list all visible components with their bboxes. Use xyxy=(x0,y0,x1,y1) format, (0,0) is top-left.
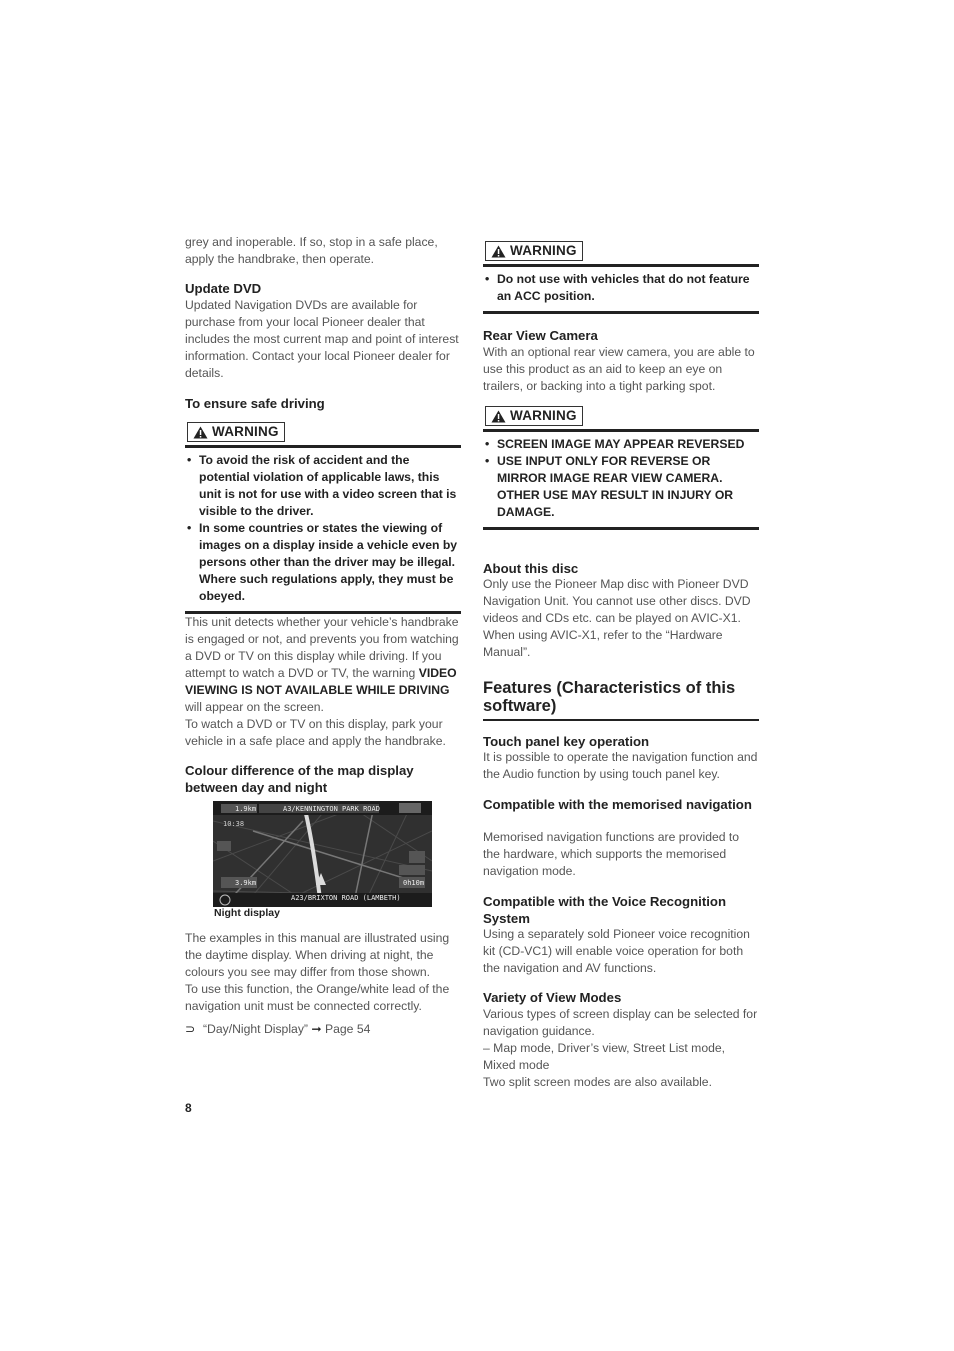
view-modes-body: Various types of screen display can be selected for navigation guidance. – Map mode, Driver’s view, Street List mode, Mixed mode Two split screen modes are also available. xyxy=(483,1007,758,1089)
warning-label: WARNING xyxy=(212,424,279,439)
memorised-body: Memorised navigation functions are provided to the hardware, which supports the memorised navigation mode. xyxy=(483,830,740,878)
view-modes-heading: Variety of View Modes xyxy=(483,990,622,1005)
night-display-map xyxy=(213,801,432,907)
acc-warning-list xyxy=(483,267,759,311)
map-time: 10:38 xyxy=(223,820,245,828)
cross-reference: ⊃ “Day/Night Display” ➞ Page 54 xyxy=(185,1022,371,1036)
warning-badge xyxy=(187,422,285,442)
page-number: 8 xyxy=(185,1101,192,1115)
warning-badge xyxy=(485,241,583,261)
warning-badge xyxy=(485,406,583,426)
voice-heading: Compatible with the Voice Recognition System xyxy=(483,894,727,926)
video-warning-message: VIDEO VIEWING IS NOT AVAILABLE WHILE DRIVING xyxy=(185,666,457,697)
map-graphic xyxy=(213,801,432,907)
list-item: • USE INPUT ONLY FOR REVERSE OR MIRROR IMAGE REAR VIEW CAMERA. OTHER USE MAY RESULT IN INJURY OR DAMAGE. xyxy=(483,453,759,521)
warning-triangle-icon xyxy=(491,410,506,423)
page-arrow-icon: ➞ xyxy=(311,1022,322,1036)
acc-warning-box xyxy=(483,264,759,314)
camera-warning-list xyxy=(483,432,759,527)
list-item: • Do not use with vehicles that do not feature an ACC position. xyxy=(483,271,759,305)
warning-label: WARNING xyxy=(510,408,577,423)
map-top-road: A3/KENNINGTON PARK ROAD xyxy=(283,805,380,813)
map-bottom-road: A23/BRIXTON ROAD (LAMBETH) xyxy=(291,894,401,902)
safe-driving-warning-list xyxy=(185,448,461,611)
rear-camera-body: With an optional rear view camera, you are able to use this product as an aid to keep an eye on trailers, or backing into a tight parking spot. xyxy=(483,345,755,393)
warning-triangle-icon xyxy=(193,426,208,439)
update-dvd-body: Updated Navigation DVDs are available for purchase from your local Pioneer dealer that includes the most current map and point of interest information. Contact your local Pioneer dealer for details. xyxy=(185,298,459,380)
touch-panel-body: It is possible to operate the navigation function and the Audio function by using touch panel key. xyxy=(483,750,758,781)
map-eta: 0h10m xyxy=(403,879,425,887)
colour-body: The examples in this manual are illustrated using the daytime display. When driving at night, the colours you see may differ from those shown. To use this function, the Orange/white lead of the navigation unit must be connected correctly. xyxy=(185,931,450,1013)
about-disc-body: Only use the Pioneer Map disc with Pioneer DVD Navigation Unit. You cannot use other discs. DVD videos and CDs etc. can be played on AVIC-X1. When using AVIC-X1, refer to the “Hardware Manual”. xyxy=(483,577,751,659)
features-heading: Features (Characteristics of this software) xyxy=(483,679,736,715)
map-caption: Night display xyxy=(214,907,280,919)
reference-arrow-icon: ⊃ xyxy=(185,1022,196,1036)
list-item: • To avoid the risk of accident and the potential violation of applicable laws, this unit is not for use with a video screen that is visible to the driver. xyxy=(185,452,461,520)
reference-page-link[interactable]: Page 54 xyxy=(324,1022,371,1036)
list-item: • In some countries or states the viewing of images on a display inside a vehicle even by persons other than the driver may be illegal. Where such regulations apply, they must be obeyed. xyxy=(185,520,461,605)
about-disc-heading: About this disc xyxy=(483,561,579,576)
handbrake-detect-text: This unit detects whether your vehicle’s handbrake is engaged or not, and prevents you from watching a DVD or TV on this display while driving. If you attempt to watch a DVD or TV, the warning VIDEO VIEWING IS NOT AVAILABLE WHILE DRIVING will appear on the screen. To watch a DVD or TV on this display, park your vehicle in a safe place and apply the handbrake. xyxy=(185,615,459,748)
list-item: • SCREEN IMAGE MAY APPEAR REVERSED xyxy=(483,436,759,453)
update-dvd-heading: Update DVD xyxy=(185,281,262,296)
touch-panel-heading: Touch panel key operation xyxy=(483,734,650,749)
warning-label: WARNING xyxy=(510,243,577,258)
map-distance-1: 1.9km xyxy=(235,805,257,813)
camera-warning-box xyxy=(483,429,759,530)
warning-triangle-icon xyxy=(491,245,506,258)
voice-body: Using a separately sold Pioneer voice recognition kit (CD-VC1) will enable voice operation for both the navigation and AV functions. xyxy=(483,927,750,975)
intro-text: grey and inoperable. If so, stop in a safe place, apply the handbrake, then operate. xyxy=(185,235,438,266)
safe-driving-heading: To ensure safe driving xyxy=(185,396,325,411)
rear-camera-heading: Rear View Camera xyxy=(483,328,598,343)
memorised-heading: Compatible with the memorised navigation xyxy=(483,797,752,812)
map-distance-2: 3.9km xyxy=(235,879,257,887)
safe-driving-warning-box xyxy=(185,445,461,614)
colour-difference-heading: Colour difference of the map display between day and night xyxy=(185,763,414,795)
features-section-header xyxy=(483,679,759,721)
